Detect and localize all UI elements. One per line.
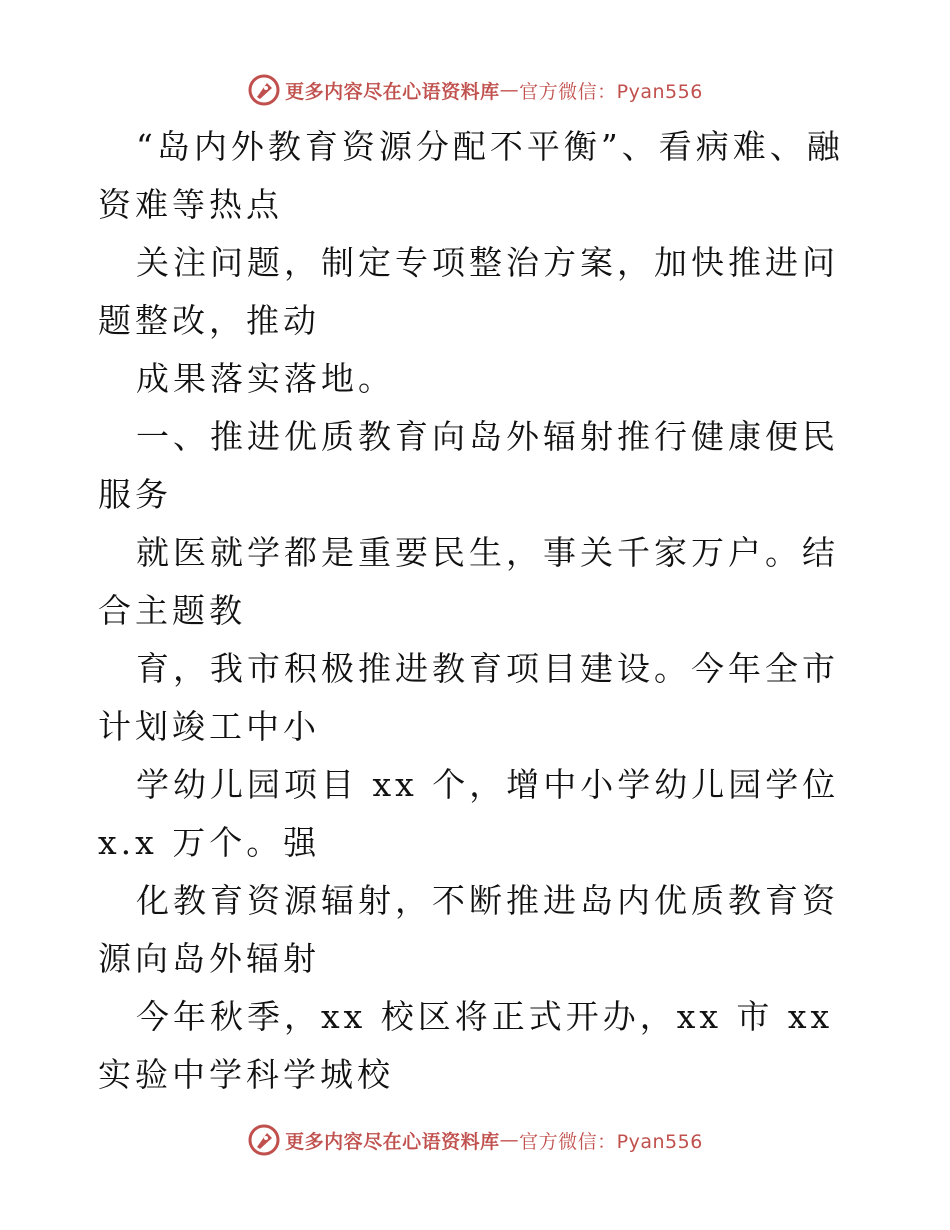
pen-nib-circle-icon	[247, 1123, 281, 1157]
watermark-main-text: 更多内容尽在心语资料库	[285, 80, 500, 103]
paragraph-9: 今年秋季，xx 校区将正式开办，xx 市 xx 实验中学科学城校	[98, 997, 834, 1094]
paragraph-5: 就医就学都是重要民生，事关千家万户。结合主题教	[98, 533, 839, 630]
watermark-account-text: 官方微信：Pyan556	[519, 80, 703, 103]
footer-watermark	[0, 1120, 950, 1160]
paragraph-8: 化教育资源辐射，不断推进岛内优质教育资源向岛外辐射	[98, 881, 839, 978]
watermark-main-text: 更多内容尽在心语资料库	[285, 1130, 500, 1153]
section-heading: 一、推进优质教育向岛外辐射推行健康便民服务	[98, 417, 839, 514]
paragraph-3: 成果落实落地。	[136, 359, 395, 398]
document-body	[98, 118, 858, 1104]
watermark-separator: —	[499, 79, 520, 101]
paragraph-7: 学幼儿园项目 xx 个，增中小学幼儿园学位 x.x 万个。强	[98, 765, 840, 862]
paragraph-2: 关注问题，制定专项整治方案，加快推进问题整改，推动	[98, 243, 839, 340]
watermark-account-text: 官方微信：Pyan556	[519, 1130, 703, 1153]
paragraph-1: “岛内外教育资源分配不平衡”、看病难、融资难等热点	[98, 127, 844, 224]
watermark-separator: —	[499, 1129, 520, 1151]
header-watermark	[0, 70, 950, 110]
paragraph-6: 育，我市积极推进教育项目建设。今年全市计划竣工中小	[98, 649, 839, 746]
pen-nib-circle-icon	[247, 73, 281, 107]
